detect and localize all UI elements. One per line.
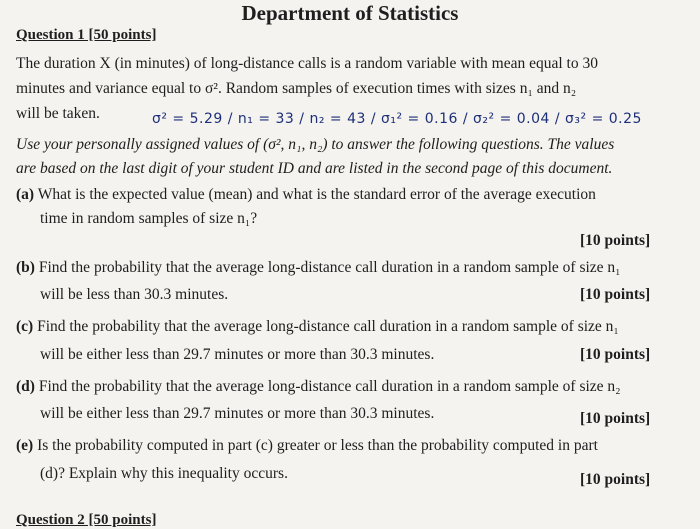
intro-line-3: will be taken. [16,105,100,122]
part-b-line-1 [16,259,621,277]
part-c-text-2: will be either less than 29.7 minutes or more than 30.3 minutes. [40,346,435,363]
part-a-text-1: What is the expected value (mean) and what is the standard error of the average execution [37,186,596,203]
part-e-text-1: Is the probability computed in part (c) greater or less than the probability computed in part [37,437,598,454]
part-b-points: [10 points] [580,286,651,303]
part-a-text-2: time in random samples of size n₁? [40,210,258,227]
handwritten-values: σ² = 5.29 / n₁ = 33 / n₂ = 43 / σ₁² = 0.16 / σ₂² = 0.04 / σ₃² = 0.25 [152,111,642,127]
intro-line-2: minutes and variance equal to σ². Random samples of execution times with sizes n₁ and n₂ [16,80,577,97]
part-a-line-1 [16,186,596,204]
part-d-points: [10 points] [580,410,651,427]
part-b-label: (b) [16,259,35,276]
part-e-label: (e) [16,437,34,454]
instructions-line-2: are based on the last digit of your student ID and are listed in the second page of this document. [16,160,613,177]
part-e-line-1 [16,437,598,455]
page-title: Department of Statistics [241,1,459,25]
part-a-label: (a) [16,186,35,203]
part-d-text-1: Find the probability that the average long-distance call duration in a random sample of size n₂ [38,378,621,395]
part-c-label: (c) [16,318,34,335]
part-e-text-2: (d)? Explain why this inequality occurs. [40,465,288,482]
part-d-text-2: will be either less than 29.7 minutes or more than 30.3 minutes. [40,405,435,422]
part-c-line-1 [16,318,619,336]
part-e-points: [10 points] [580,471,651,488]
part-b-text-2: will be less than 30.3 minutes. [40,286,229,303]
instructions-line-1: Use your personally assigned values of (σ², n₁, n₂) to answer the following questions. The values [16,136,615,153]
part-b-text-1: Find the probability that the average long-distance call duration in a random sample of size n₁ [38,259,621,276]
question-1-heading: Question 1 [50 points] [16,27,157,43]
part-d-line-1 [16,378,621,396]
question-2-heading: Question 2 [50 points] [16,512,157,528]
part-d-label: (d) [16,378,35,395]
intro-line-1: The duration X (in minutes) of long-distance calls is a random variable with mean equal to 30 [16,55,598,72]
part-c-text-1: Find the probability that the average long-distance call duration in a random sample of size n₁ [37,318,619,335]
part-a-points: [10 points] [580,232,651,249]
part-c-points: [10 points] [580,346,651,363]
